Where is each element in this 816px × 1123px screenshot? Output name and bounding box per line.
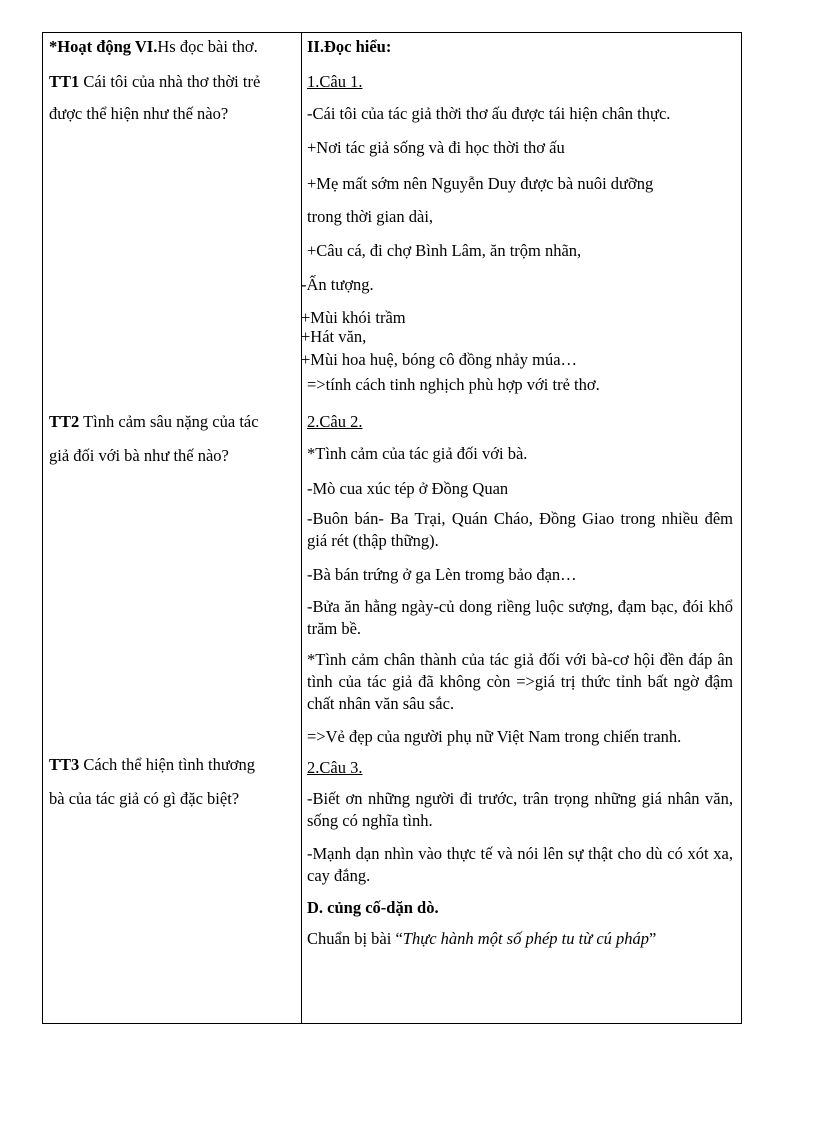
- task-tt1-tag: TT1: [49, 72, 80, 91]
- answer-line: =>Vẻ đẹp của người phụ nữ Việt Nam trong chiến tranh.: [307, 727, 682, 746]
- answer-line: +Câu cá, đi chợ Bình Lâm, ăn trộm nhãn,: [307, 241, 582, 260]
- answer-paragraph: -Biết ơn những người đi trước, trân trọng những giá nhân văn, sống có nghĩa tình.: [307, 789, 733, 830]
- task-tt1-line2: được thể hiện như thế nào?: [49, 104, 229, 123]
- task-tt1-line1: [49, 72, 260, 92]
- answer-line: +Nơi tác giả sống và đi học thời thơ ấu: [307, 138, 565, 157]
- task-tt2-tag: TT2: [49, 412, 80, 431]
- consolidation-heading: D. củng cố-dặn dò.: [307, 898, 439, 917]
- task-tt2-text: Tình cảm sâu nặng của tác: [79, 412, 259, 431]
- answer-line: trong thời gian dài,: [307, 207, 434, 226]
- task-tt3-text: Cách thể hiện tình thương: [79, 755, 256, 774]
- answer-line: +Mùi khói trầm: [301, 308, 406, 327]
- task-tt3-line2: bà của tác giả có gì đặc biệt?: [49, 789, 240, 808]
- task-tt3-line1: [49, 755, 255, 775]
- answer-line: =>tính cách tinh nghịch phù hợp với trẻ thơ.: [307, 375, 600, 394]
- activity-heading-text: Hs đọc bài thơ.: [157, 37, 258, 56]
- answer-line: -Ấn tượng.: [301, 275, 374, 294]
- question-2-heading: 2.Câu 2.: [307, 412, 363, 431]
- answer-line: -Bà bán trứng ở ga Lèn tromg bảo đạn…: [307, 565, 577, 584]
- answer-line: -Mò cua xúc tép ở Đồng Quan: [307, 479, 509, 498]
- answer-paragraph: -Buôn bán- Ba Trại, Quán Cháo, Đồng Giao trong nhiều đêm giá rét (thập thững).: [307, 509, 733, 550]
- task-tt1-text: Cái tôi của nhà thơ thời trẻ: [79, 72, 261, 91]
- activity-heading-bold: *Hoạt động VI.: [49, 37, 158, 56]
- answer-paragraph: -Bửa ăn hằng ngày-củ dong riềng luộc sượng, đạm bạc, đói khổ trăm bề.: [307, 597, 733, 638]
- question-3-heading: 2.Câu 3.: [307, 758, 363, 777]
- answer-line: *Tình cảm của tác giả đối với bà.: [307, 444, 528, 463]
- answer-paragraph: -Mạnh dạn nhìn vào thực tế và nói lên sự thật cho dù có xót xa, cay đắng.: [307, 844, 733, 885]
- question-1-heading: 1.Câu 1.: [307, 72, 363, 91]
- preparation-prefix: Chuẩn bị bài “: [307, 929, 403, 948]
- activity-heading: [49, 37, 258, 57]
- column-divider: [301, 33, 302, 1023]
- preparation-suffix: ”: [649, 929, 657, 948]
- task-tt2-line1: [49, 412, 259, 432]
- answer-paragraph: *Tình cảm chân thành của tác giả đối với bà-cơ hội đền đáp ân tình của tác giả đã không còn =>giá trị thức tỉnh bất ngờ đậm chất nhân văn sâu sắc.: [307, 650, 733, 713]
- task-tt3-tag: TT3: [49, 755, 80, 774]
- task-tt2-line2: giả đối với bà như thế nào?: [49, 446, 229, 465]
- answer-line: +Mùi hoa huệ, bóng cô đồng nhảy múa…: [301, 350, 578, 369]
- answer-line: -Cái tôi của tác giả thời thơ ấu được tái hiện chân thực.: [307, 104, 671, 123]
- preparation-note: [307, 929, 656, 949]
- answer-line: +Hát văn,: [301, 327, 367, 346]
- section-title: II.Đọc hiểu:: [307, 37, 392, 56]
- answer-line: +Mẹ mất sớm nên Nguyễn Duy được bà nuôi dưỡng: [307, 174, 654, 193]
- preparation-title: Thực hành một số phép tu từ cú pháp: [402, 929, 650, 948]
